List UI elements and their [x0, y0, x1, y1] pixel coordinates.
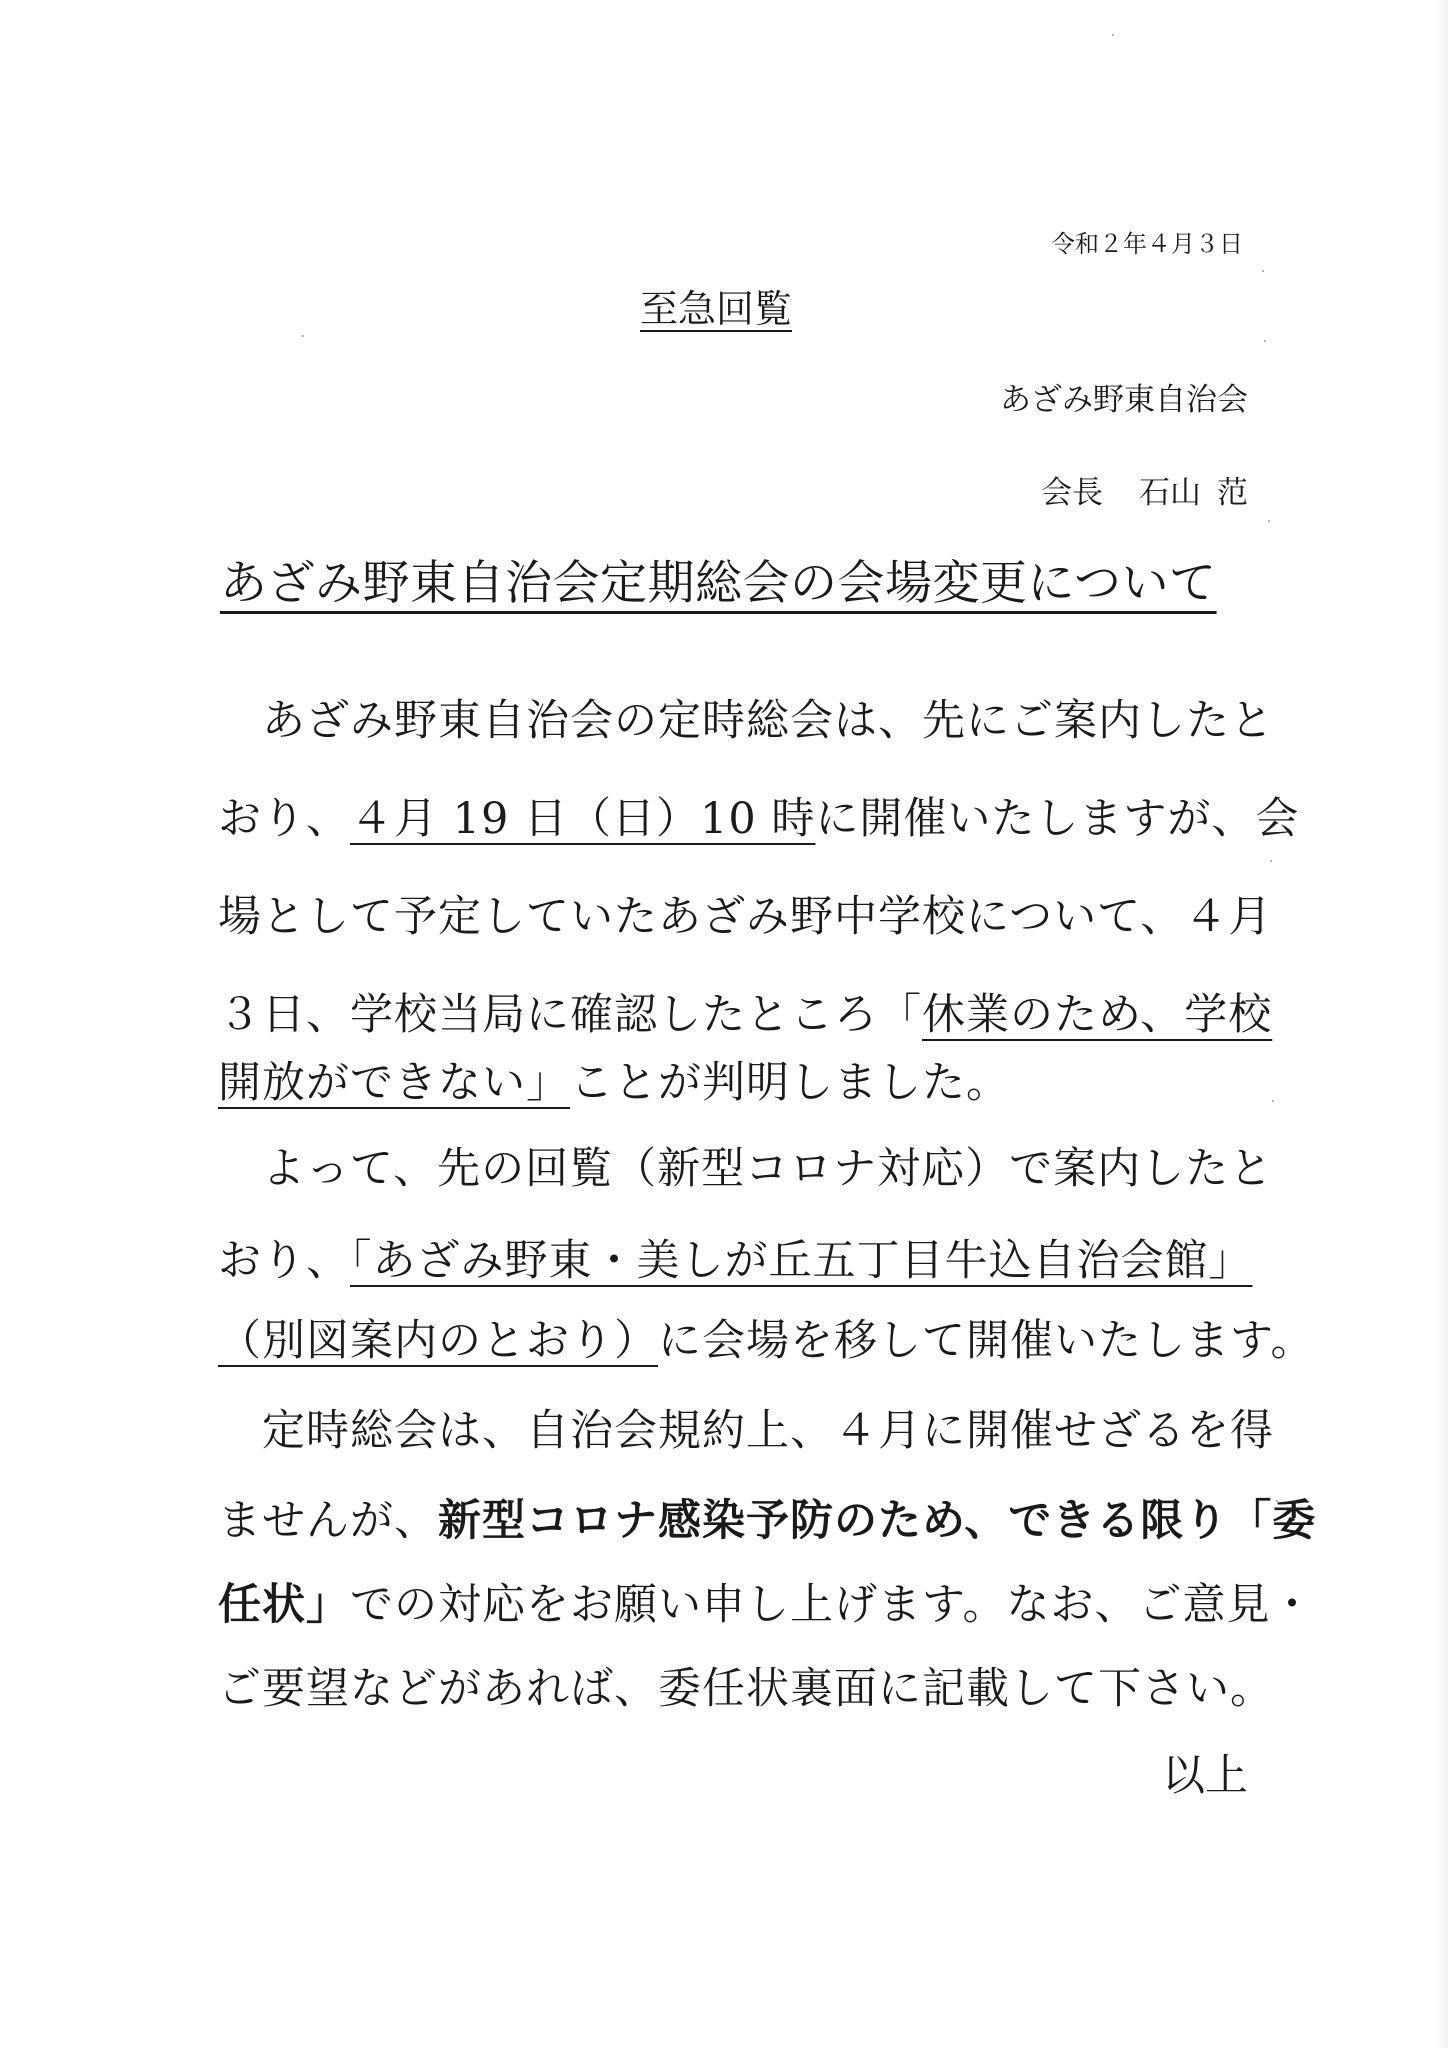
school-closure-quote-a: 休業のため、学校	[922, 990, 1273, 1040]
p2l3-post: に会場を移して開催いたします。	[658, 1316, 1315, 1366]
document-title: あざみ野東自治会定期総会の会場変更について	[220, 556, 1217, 611]
paragraph3-line2	[218, 1496, 1317, 1546]
closing-mark: 以上	[1162, 1751, 1248, 1801]
proxy-request-emphasis-b: 任状」	[218, 1580, 350, 1630]
chair-given-name: 范	[1217, 475, 1248, 511]
paragraph3-line4: ご要望などがあれば、委任状裏面に記載して下さい。	[218, 1664, 1274, 1714]
paragraph1-line2	[218, 794, 1300, 844]
school-closure-quote-b: 開放ができない」	[218, 1058, 570, 1108]
scan-speck	[302, 335, 304, 337]
scan-speck	[1262, 270, 1264, 272]
proxy-request-emphasis-a: 新型コロナ感染予防のため、できる限り「委	[438, 1496, 1317, 1546]
chairperson-line	[1041, 475, 1248, 511]
p1l5-post: ことが判明しました。	[570, 1058, 1010, 1108]
paragraph1-line5	[218, 1058, 1010, 1108]
new-venue-name: 「あざみ野東・美しが丘五丁目牛込自治会館」	[350, 1236, 1253, 1286]
paragraph3-line3	[218, 1580, 1315, 1630]
venue-map-note: （別図案内のとおり）	[218, 1316, 658, 1366]
p3l3-post: での対応をお願い申し上げます。なお、ご意見・	[350, 1580, 1315, 1630]
p2l2-pre: おり、	[218, 1236, 350, 1286]
organization-name: あざみ野東自治会	[1000, 382, 1248, 418]
p3l2-pre: ませんが、	[218, 1496, 438, 1546]
chair-surname: 石山	[1139, 475, 1201, 511]
paragraph3-line1: 定時総会は、自治会規約上、４月に開催せざるを得	[218, 1406, 1274, 1456]
scan-speck	[1270, 860, 1272, 862]
scan-speck	[1268, 520, 1270, 522]
paragraph2-line3	[218, 1316, 1315, 1366]
scan-speck	[1112, 34, 1114, 36]
chair-title: 会長	[1041, 475, 1103, 511]
paragraph2-line2	[218, 1236, 1253, 1286]
p1l4-pre: ３日、学校当局に確認したところ「	[218, 990, 922, 1040]
urgent-circular-label: 至急回覧	[640, 287, 793, 331]
paragraph1-line3: 場として予定していたあざみ野中学校について、４月	[218, 892, 1273, 942]
paragraph2-line1: よって、先の回覧（新型コロナ対応）で案内したと	[218, 1144, 1274, 1194]
scan-speck	[1264, 340, 1266, 342]
scan-edge-shadow	[1434, 0, 1448, 2048]
p1l2-post: に開催いたしますが、会	[815, 794, 1300, 844]
p1l2-pre: おり、	[218, 794, 350, 844]
document-date: 令和２年４月３日	[1051, 230, 1243, 258]
paragraph1-line1: あざみ野東自治会の定時総会は、先にご案内したと	[218, 696, 1274, 746]
paragraph1-line4	[218, 990, 1273, 1040]
scan-speck	[1272, 1100, 1274, 1102]
meeting-datetime: ４月 19 日（日）10 時	[350, 794, 816, 844]
